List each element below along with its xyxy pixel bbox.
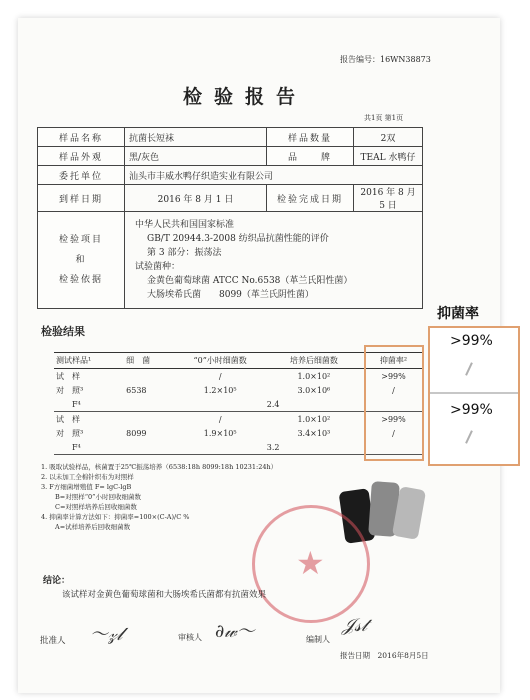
callout-cell-2 — [430, 394, 518, 462]
row-after: 3.4×10³ — [297, 428, 331, 438]
report-date: 报告日期 2016年8月5日 — [340, 651, 429, 660]
callout-value-2: >99% — [450, 402, 493, 418]
row-after: 2.4 — [266, 399, 280, 409]
col-zero: “0”小时细菌数 — [176, 353, 265, 369]
appearance: 黑/灰色 — [125, 147, 267, 166]
sample-qty-label: 样品数量 — [267, 128, 354, 147]
client-label: 委托单位 — [38, 166, 125, 185]
finish-label: 检验完成日期 — [267, 185, 354, 212]
col-bacteria: 细 菌 — [124, 353, 175, 369]
row-bacteria: 8099 — [126, 428, 147, 438]
row-sample: F⁴ — [72, 442, 81, 452]
row-sample: 试 样 — [56, 414, 80, 424]
row-after: 3.0×10⁶ — [297, 385, 331, 395]
row-bacteria — [124, 412, 175, 427]
note-line: A=试样培养后回收细菌数 — [55, 523, 131, 531]
rate-column-highlight — [364, 345, 424, 461]
report-title: 检验报告 — [183, 86, 308, 108]
row-sample: 试 样 — [56, 371, 80, 381]
basis-label-line-1: 检验项目 — [58, 235, 103, 245]
callout-value-1: >99% — [450, 333, 493, 349]
callout-box — [428, 326, 520, 466]
note-line: 4. 抑菌率计算方法如下：抑菌率=100×(C-A)/C % — [41, 513, 190, 521]
note-line: 3. F方细菌增殖值 F= lgC-lgB — [41, 483, 132, 491]
reviewer-signature: ∂𝓌〜 — [215, 621, 255, 642]
brand: TEAL 水鸭仔 — [354, 147, 423, 166]
row-bacteria: 6538 — [126, 385, 147, 395]
approver-signature: 〜𝓏𝓁 — [90, 624, 123, 645]
callout-cell-1 — [430, 328, 518, 394]
row-zero: 1.9×10⁵ — [203, 428, 237, 438]
callout-title: 抑菌率 — [437, 306, 479, 322]
report-number-value: 16WN38873 — [380, 55, 431, 64]
basis-line: 试验菌种： — [135, 262, 181, 272]
row-after: 1.0×10² — [297, 414, 331, 424]
pen-mark-icon — [465, 362, 473, 376]
row-rate: / — [392, 428, 395, 438]
report-number-label: 报告编号： — [340, 55, 380, 64]
row-sample: 对 照³ — [56, 428, 84, 438]
basis-label — [38, 212, 125, 309]
note-line: 1. 吸取试验样品，核菌置于25℃振荡培养（6538:18h 8099:18h 10231:24h） — [41, 463, 278, 471]
reviewer-label: 审核人 — [178, 633, 202, 642]
basis-line: 第 3 部分：振荡法 — [147, 248, 222, 258]
note-line: 2. 以未加工全棉针织布为对照样 — [41, 473, 134, 481]
row-bacteria — [124, 397, 175, 412]
sample-name-label: 样品名称 — [38, 128, 125, 147]
brand-label: 品 牌 — [267, 147, 354, 166]
basis-line: GB/T 20944.3-2008 纺织品抗菌性能的评价 — [147, 234, 329, 244]
note-line: B=对照样“0”小时回收细菌数 — [55, 493, 142, 501]
arrival-date: 2016 年 8 月 1 日 — [125, 185, 267, 212]
basis-label-line-2: 和 — [75, 255, 87, 265]
conclusion-text: 该试样对金黄色葡萄球菌和大肠埃希氏菌都有抗菌效果 — [62, 590, 267, 600]
finish-date: 2016 年 8 月 5 日 — [354, 185, 423, 212]
arrival-label: 到样日期 — [38, 185, 125, 212]
row-sample: 对 照³ — [56, 385, 84, 395]
row-zero: 1.2×10⁵ — [203, 385, 237, 395]
row-rate: >99% — [381, 414, 406, 424]
basis-content — [125, 212, 423, 309]
row-bacteria — [124, 369, 175, 384]
col-after: 培养后细菌数 — [265, 353, 363, 369]
row-after: 1.0×10² — [297, 371, 331, 381]
row-zero: / — [218, 371, 222, 381]
conclusion-label: 结论： — [43, 576, 71, 586]
basis-line: 中华人民共和国国家标准 — [135, 220, 235, 230]
official-stamp — [252, 505, 370, 623]
info-table — [37, 127, 423, 309]
sample-qty: 2双 — [354, 128, 423, 147]
row-rate: / — [392, 385, 395, 395]
basis-line: 大肠埃希氏菌 8099（革兰氏阴性菌） — [147, 290, 314, 300]
sample-name: 抗菌长短袜 — [125, 128, 267, 147]
basis-line: 金黄色葡萄球菌 ATCC No.6538（革兰氏阳性菌） — [147, 276, 353, 286]
results-heading: 检验结果 — [41, 325, 85, 338]
editor-label: 编制人 — [306, 635, 330, 644]
editor-signature: 𝒥𝓈𝓉 — [342, 615, 368, 636]
basis-label-line-3: 检验依据 — [58, 275, 103, 285]
col-rate: 抑菌率² — [363, 353, 424, 369]
appearance-label: 样品外观 — [38, 147, 125, 166]
page-info: 共1页 第1页 — [364, 114, 404, 122]
client: 汕头市丰威水鸭仔织造实业有限公司 — [125, 166, 423, 185]
col-sample: 测试样品¹ — [54, 353, 124, 369]
report-number — [340, 54, 431, 65]
row-zero — [176, 397, 265, 412]
row-sample: F⁴ — [72, 399, 81, 409]
row-after: 3.2 — [266, 442, 280, 452]
row-zero: / — [218, 414, 222, 424]
row-bacteria — [124, 440, 175, 455]
note-line: C=对照样培养后回收细菌数 — [55, 503, 137, 511]
star-icon: ★ — [296, 544, 325, 582]
row-zero — [176, 440, 265, 455]
approver-label: 批准人 — [40, 636, 66, 646]
row-rate: >99% — [381, 371, 406, 381]
pen-mark-icon — [465, 430, 473, 444]
